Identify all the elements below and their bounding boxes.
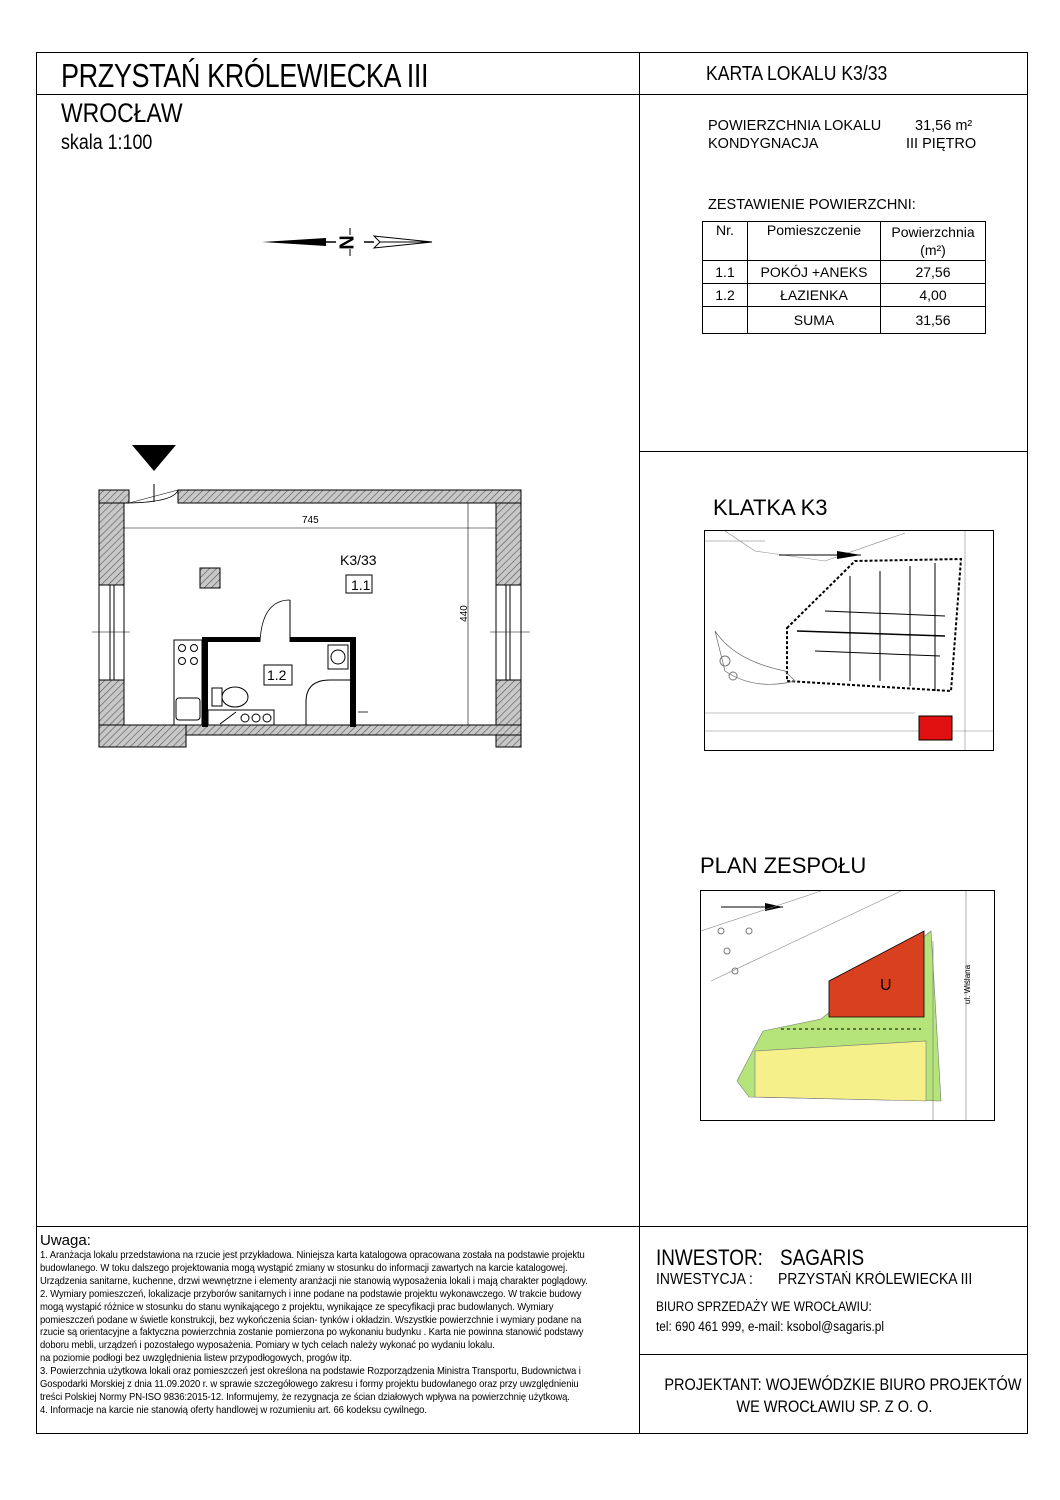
note-line: 3. Powierzchnia użytkowa lokali oraz pomieszczeń jest określona na podstawie Rozporządzenia Ministra Transportu, Budownictwa i [40, 1366, 581, 1378]
note-line: doboru mebli, urządzeń i pozostałego wyposażenia. Pomiary w tych celach należy wykonać po wydaniu lokalu. [40, 1340, 495, 1352]
designer-block [640, 1374, 1028, 1418]
total-value: 31,56 [881, 307, 986, 334]
note-line: treści Polskiej Normy PN-ISO 9836:2015-12. Informujemy, że rezygnacja ze ścian działowych wpływa na powierzchnię użytkową. [40, 1391, 570, 1403]
note-line: mogą wystąpić różnice w stosunku do stanu wynikającego z projektu, wynikające ze specyfikacji prac budowlanych. Wymiary [40, 1301, 554, 1313]
note-line: Gospodarki Morskiej z dnia 11.09.2020 r. w sprawie szczegółowego zakresu i formy projektu budowlanego oraz przy uwzględnieniu [40, 1379, 579, 1391]
city-label: WROCŁAW [61, 98, 183, 128]
project-title: PRZYSTAŃ KRÓLEWIECKA III [61, 57, 429, 94]
floor-label: KONDYGNACJA [708, 136, 819, 152]
note-line: 1. Aranżacja lokalu przedstawiona na rzucie jest przykładowa. Niniejsza karta katalogowa opracowana została na podstawie projektu [40, 1250, 585, 1261]
klatka-map [704, 530, 994, 751]
col-area-unit: (m²) [920, 242, 946, 258]
area-summary-table [702, 221, 986, 334]
card-title: KARTA LOKALU K3/33 [706, 63, 888, 85]
right-divider-top [639, 451, 1028, 452]
table-header [703, 222, 986, 261]
note-line: 2. Wymiary pomieszczeń, lokalizacje przyborów sanitarnych i inne podane na podstawie projektu wykonawczego. W trakcie budowy [40, 1288, 582, 1300]
col-area [881, 222, 986, 261]
table-row [703, 284, 986, 307]
col-area-label: Powierzchnia [891, 224, 975, 240]
investor-label: INWESTOR: [656, 1245, 763, 1270]
klatka-title: KLATKA K3 [713, 495, 828, 520]
room-label-2: 1.2 [267, 667, 287, 683]
investor-value: SAGARIS [780, 1245, 865, 1270]
investment-value: PRZYSTAŃ KRÓLEWIECKA III [778, 1271, 973, 1288]
row-area: 4,00 [881, 284, 986, 307]
note-line: Urządzenia sanitarne, kuchenne, drzwi wewnętrzne i elementy aranżacji nie stanowią wyposażenia lokali i mają charakter poglądowy. [40, 1275, 588, 1287]
contact-info: tel: 690 461 999, e-mail: ksobol@sagaris.pl [656, 1319, 885, 1334]
row-nr: 1.2 [703, 284, 748, 307]
summary-heading: ZESTAWIENIE POWIERZCHNI: [708, 197, 916, 213]
note-line: budowlanego. W toku dalszego projektowania mogą wystąpić zmiany w stosunku do informacji zawartych na karcie katalogowej. [40, 1262, 568, 1274]
site-plan-map [700, 890, 995, 1121]
site-marker: U [880, 977, 892, 994]
sales-office: BIURO SPRZEDAŻY WE WROCŁAWIU: [656, 1299, 872, 1314]
row-room: POKÓJ +ANEKS [748, 261, 881, 284]
dim-height: 440 [458, 605, 470, 622]
unit-label: K3/33 [340, 552, 377, 568]
note-line: na poziomie podłogi bez uwzględnienia listew przypodłogowych, progów itp. [40, 1353, 352, 1365]
area-label: POWIERZCHNIA LOKALU [708, 118, 882, 134]
table-total-row [703, 307, 986, 334]
floor-plan [90, 440, 540, 760]
col-room: Pomieszczenie [748, 222, 881, 261]
col-nr: Nr. [703, 222, 748, 261]
area-value: 31,56 m² [915, 118, 973, 134]
street-label: ul. Wiślana [963, 964, 973, 1005]
note-line: pomieszczeń podane w świetle konstrukcji, bez wykończenia ścian- tynków i okładzin. Wszystkie powierzchnie i wymiary podane na [40, 1314, 582, 1326]
designer-divider [639, 1354, 1028, 1355]
designer-line-2: WE WROCŁAWIU SP. Z O. O. [735, 1398, 933, 1416]
designer-line-1: PROJEKTANT: WOJEWÓDZKIE BIURO PROJEKTÓW [664, 1376, 1022, 1394]
row-room: ŁAZIENKA [748, 284, 881, 307]
top-divider [639, 94, 1028, 95]
left-divider-bottom [36, 1226, 640, 1227]
note-line: rzucie są orientacyjne a faktyczna powierzchnia zostanie pomierzona po wykonaniu budynku . Karta nie powinna stanowić podstawy [40, 1327, 584, 1339]
total-label: SUMA [748, 307, 881, 334]
floor-value: III PIĘTRO [906, 136, 977, 152]
row-nr: 1.1 [703, 261, 748, 284]
row-area: 27,56 [881, 261, 986, 284]
investment-label: INWESTYCJA : [656, 1271, 753, 1288]
plan-title: PLAN ZESPOŁU [700, 853, 867, 878]
dim-width: 745 [302, 515, 319, 526]
notes-title: Uwaga: [40, 1232, 91, 1249]
scale-label: skala 1:100 [61, 131, 153, 154]
table-row [703, 261, 986, 284]
total-empty [703, 307, 748, 334]
notes-body [40, 1250, 635, 1418]
room-label-1: 1.1 [351, 577, 371, 593]
right-divider-bottom [639, 1226, 1028, 1227]
note-line: 4. Informacje na karcie nie stanowią oferty handlowej w rozumieniu art. 66 kodeksu cywilnego. [40, 1404, 427, 1416]
compass-letter: N [334, 235, 357, 250]
